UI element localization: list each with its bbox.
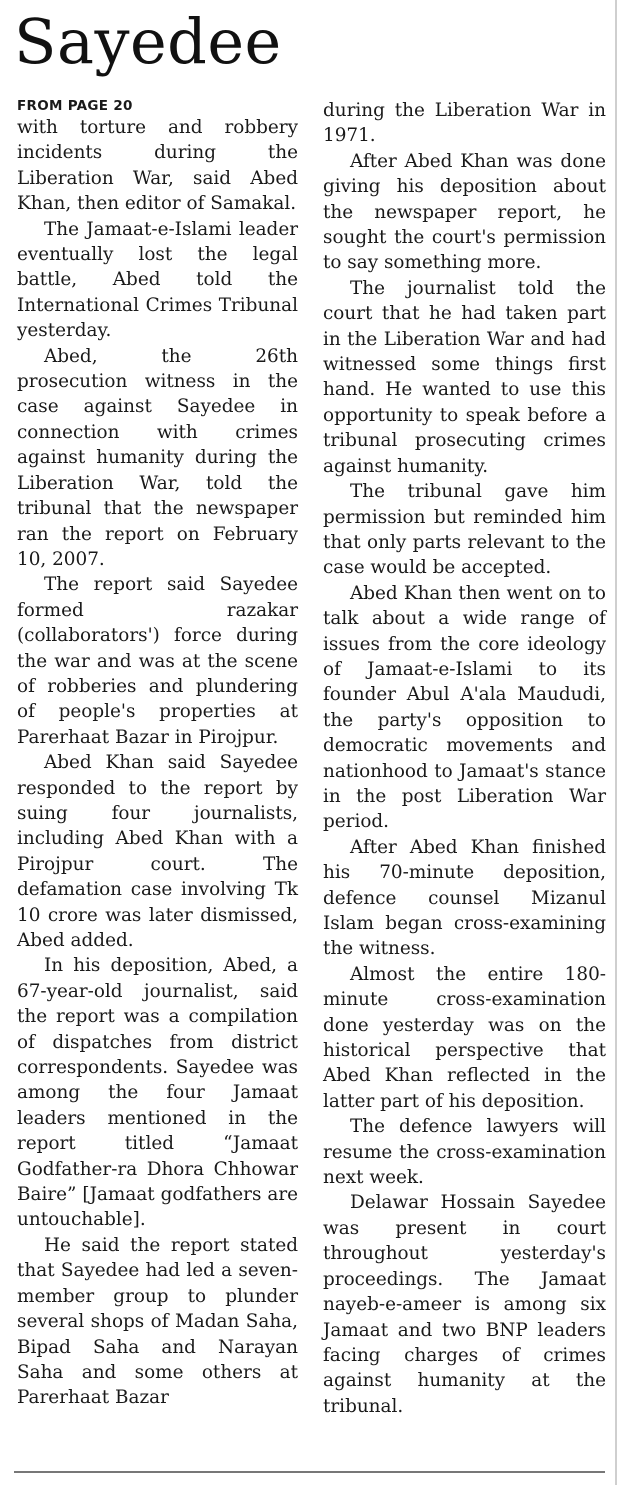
paragraph: The report said Sayedee formed razakar (collaborators') force during the war and was at the scene of robberies and plundering of people's properties at Parerhaat Bazar in Pirojpur. bbox=[17, 574, 298, 748]
paragraph: The Jamaat-e-Islami leader eventually lost the legal battle, Abed told the International Crimes Tribunal yesterday. bbox=[17, 218, 298, 342]
bottom-divider bbox=[14, 1471, 605, 1473]
paragraph: Almost the entire 180-minute cross-examination done yesterday was on the historical perspective that Abed Khan reflected in the latter part of his deposition. bbox=[323, 963, 606, 1112]
paragraph: The tribunal gave him permission but reminded him that only parts relevant to the case would be accepted. bbox=[323, 481, 606, 579]
paragraph: Abed Khan then went on to talk about a wide range of issues from the core ideology of Jamaat-e-Islami to its founder Abul A'ala Maududi, the party's opposition to democratic movements and nationhood to Jamaat's stance in the post Liberation War period. bbox=[323, 582, 606, 833]
paragraph: Delawar Hossain Sayedee was present in court throughout yesterday's proceedings. The Jamaat nayeb-e-ameer is among six Jamaat and two BNP leaders facing charges of crimes against humanity at the tribunal. bbox=[323, 1192, 606, 1417]
paragraph: with torture and robbery incidents during the Liberation War, said Abed Khan, then editor of Samakal. bbox=[17, 117, 298, 215]
headline: Sayedee bbox=[14, 5, 282, 78]
clipping-edge bbox=[615, 0, 617, 1485]
paragraph: The defence lawyers will resume the cross-examination next week. bbox=[323, 1116, 606, 1189]
paragraph: during the Liberation War in 1971. bbox=[323, 100, 606, 147]
paragraph: In his deposition, Abed, a 67-year-old journalist, said the report was a compilation of dispatches from district correspondents. Sayedee was among the four Jamaat leaders mentioned in the report titled “Jamaat Godfather-ra Dhora Chhowar Baire” [Jamaat godfathers are untouchable]. bbox=[17, 955, 298, 1231]
paragraph: The journalist told the court that he had taken part in the Liberation War and had witnessed some things first hand. He wanted to use this opportunity to speak before a tribunal prosecuting crimes against humanity. bbox=[323, 277, 606, 477]
paragraph: Abed, the 26th prosecution witness in the case against Sayedee in connection with crimes against humanity during the Liberation War, told the tribunal that the newspaper ran the report on February 10, 2007. bbox=[17, 345, 298, 570]
paragraph: He said the report stated that Sayedee had led a seven-member group to plunder several shops of Madan Saha, Bipad Saha and Narayan Saha and some others at Parerhaat Bazar bbox=[17, 1234, 298, 1409]
continuation-kicker: FROM PAGE 20 bbox=[17, 98, 133, 114]
paragraph: Abed Khan said Sayedee responded to the report by suing four journalists, including Abed Khan with a Pirojpur court. The defamation case involving Tk 10 crore was later dismissed, Abed added. bbox=[17, 752, 298, 951]
article-column-right bbox=[323, 98, 606, 1419]
paragraph: After Abed Khan finished his 70-minute deposition, defence counsel Mizanul Islam began cross-examining the witness. bbox=[323, 836, 606, 960]
paragraph: After Abed Khan was done giving his deposition about the newspaper report, he sought the court's permission to say something more. bbox=[323, 150, 606, 274]
article-column-left bbox=[17, 98, 298, 1411]
